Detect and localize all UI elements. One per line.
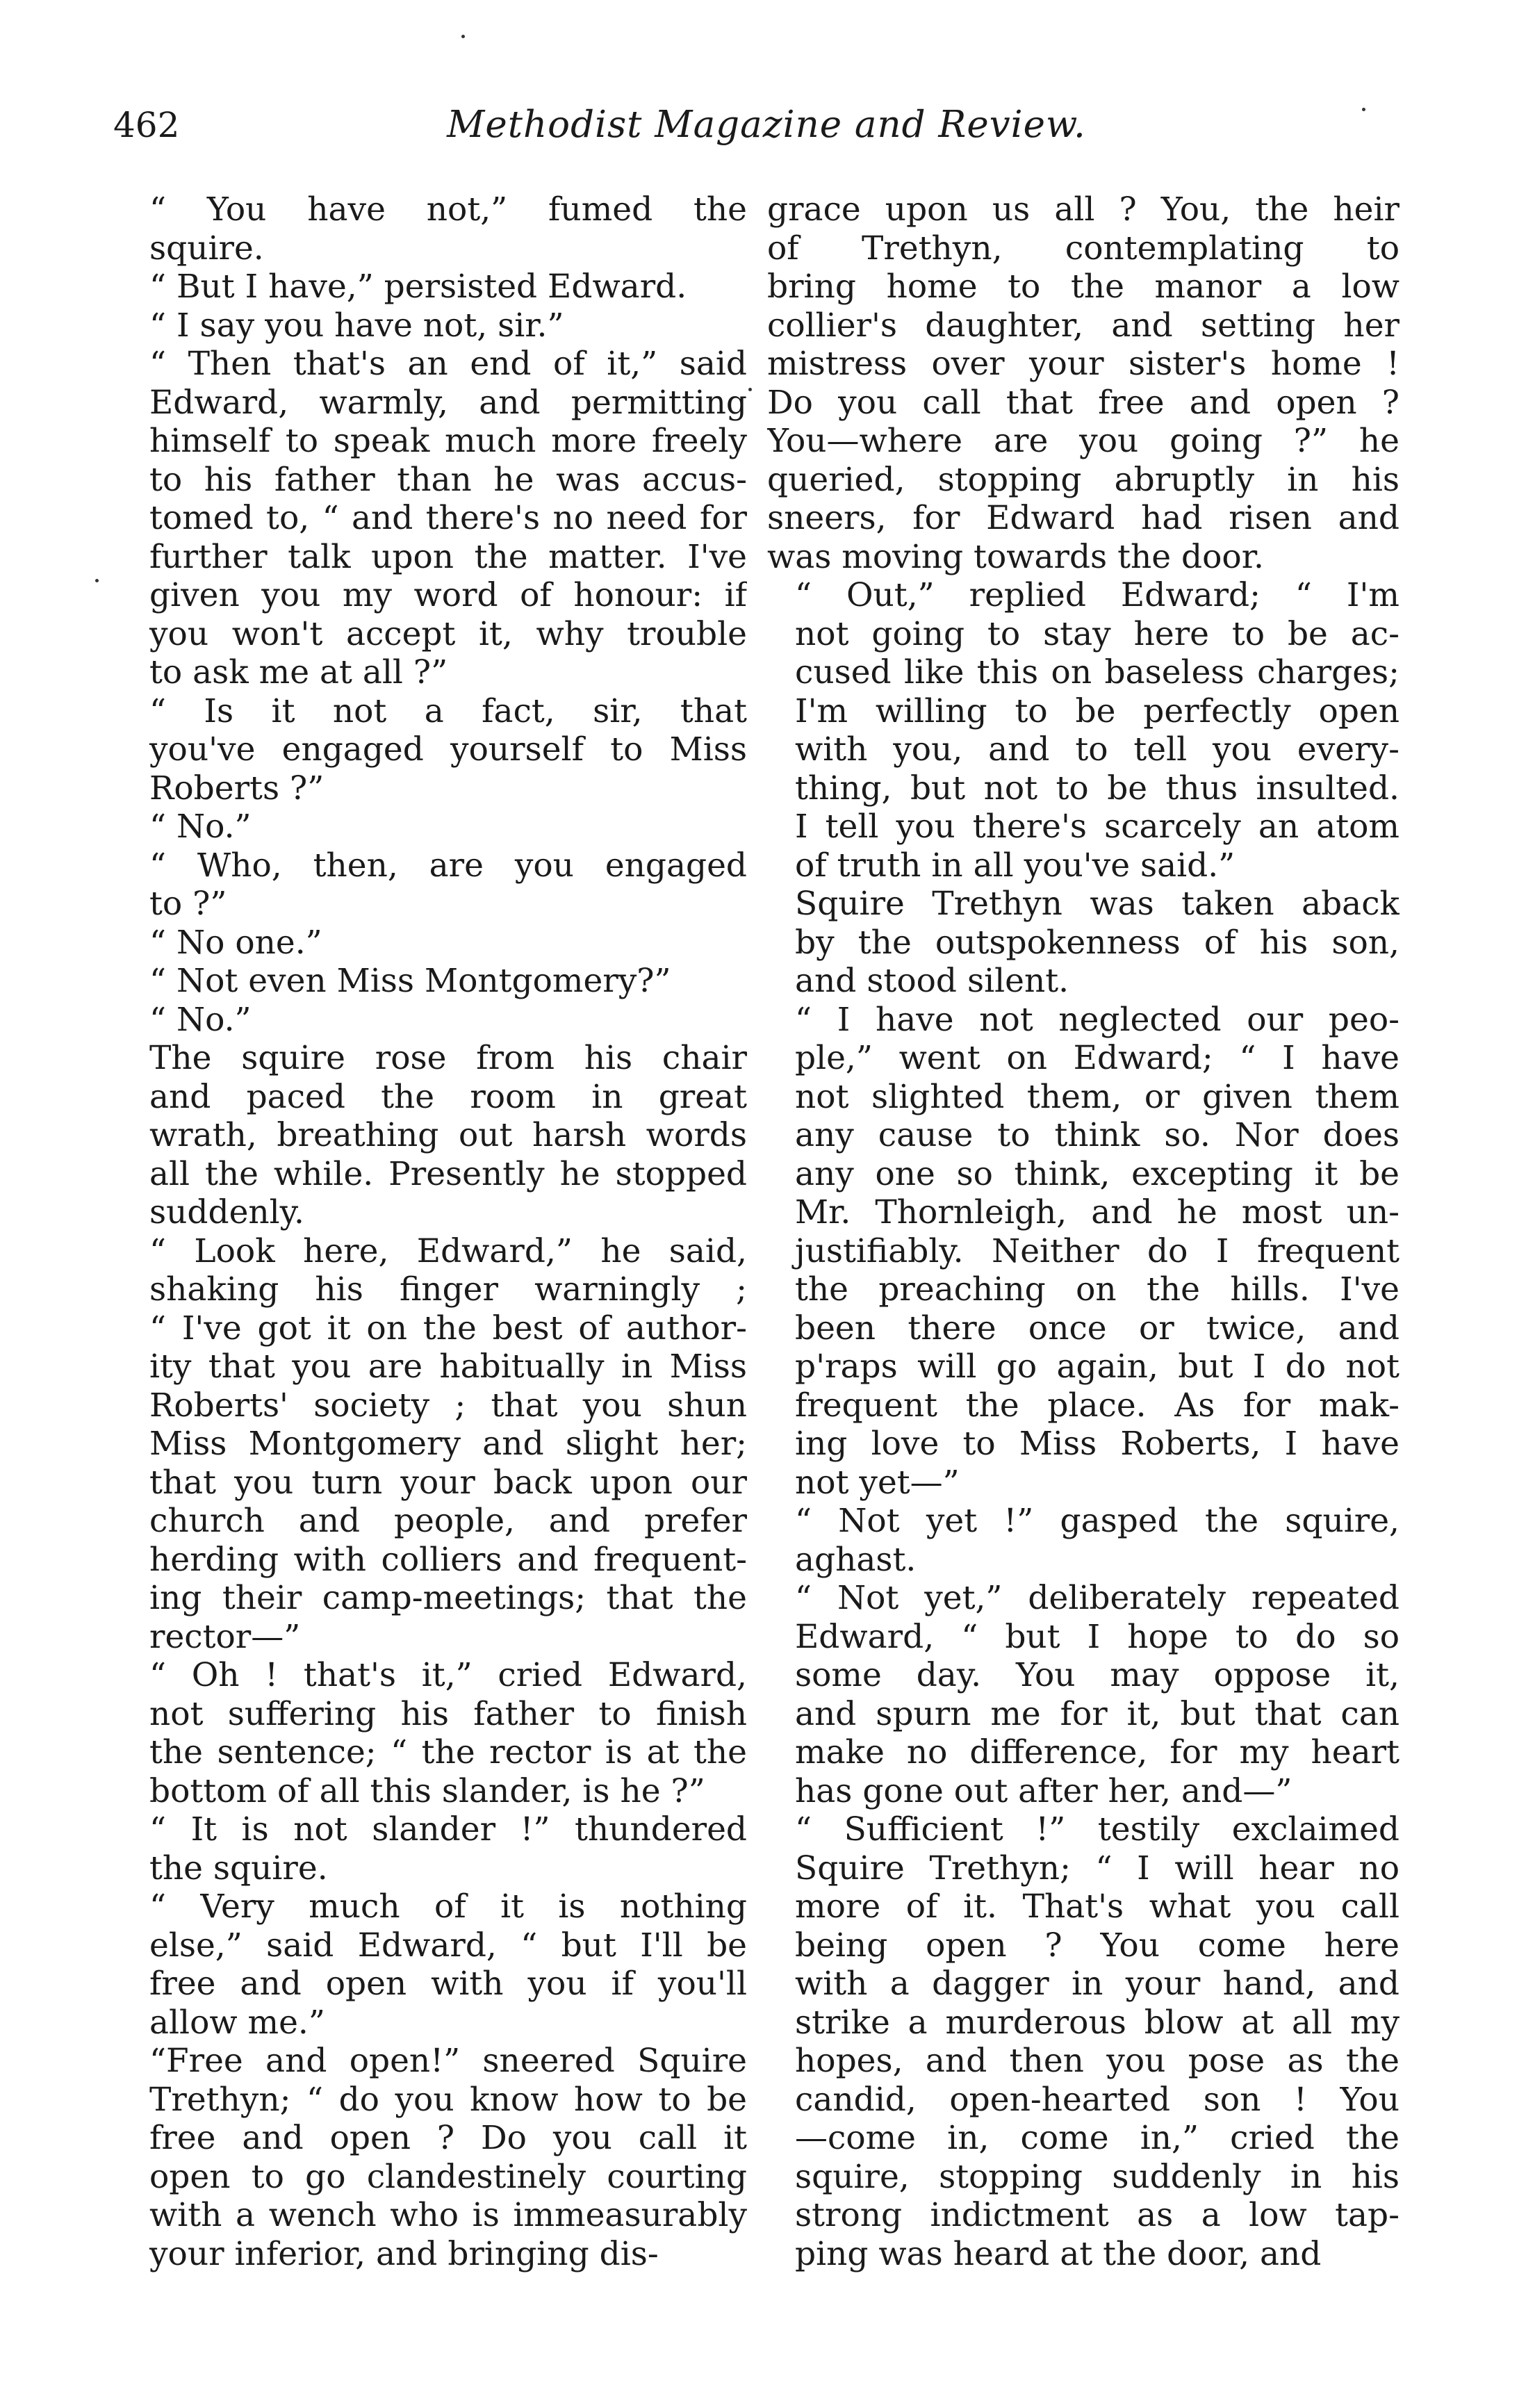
- text-line: Edward, warmly, and permitting: [149, 383, 747, 422]
- page-number: 462: [113, 105, 180, 145]
- text-line: ity that you are habitually in Miss: [149, 1348, 747, 1386]
- text-line: with a dagger in your hand, and: [795, 1965, 1399, 2003]
- left-text-column: [122, 190, 747, 2400]
- text-line: grace upon us all ? You, the heir: [767, 190, 1399, 229]
- paragraph: [122, 1039, 747, 1232]
- text-line: was moving towards the door.: [767, 537, 1264, 576]
- paragraph: [122, 1887, 747, 2042]
- text-line: ple,” went on Edward; “ I have: [795, 1039, 1399, 1077]
- paragraph: [767, 885, 1399, 1001]
- text-line: “ Is it not a fact, sir, that: [149, 691, 747, 730]
- text-line: and paced the room in great: [149, 1077, 747, 1116]
- right-text-column: [767, 190, 1399, 2400]
- paragraph: [122, 962, 747, 1001]
- text-line: “ Very much of it is nothing: [149, 1887, 747, 1926]
- text-line: the squire.: [149, 1849, 328, 1887]
- text-line: “ Not yet !” gasped the squire,: [795, 1502, 1399, 1540]
- text-line: I tell you there's scarcely an atom: [795, 808, 1399, 846]
- paragraph: [767, 1810, 1399, 2273]
- text-line: “ You have not,” fumed the: [149, 190, 747, 229]
- text-line: “ No.”: [149, 1000, 252, 1039]
- text-line: allow me.”: [149, 2003, 325, 2042]
- text-line: suddenly.: [149, 1193, 304, 1231]
- text-line: given you my word of honour: if: [149, 576, 747, 614]
- text-line: free and open ? Do you call it: [149, 2119, 747, 2157]
- text-line: “ Not yet,” deliberately repeated: [795, 1579, 1399, 1617]
- text-line: and stood silent.: [795, 962, 1069, 1000]
- text-line: any one so think, excepting it be: [795, 1154, 1399, 1193]
- text-line: strike a murderous blow at all my: [795, 2003, 1399, 2042]
- text-line: Squire Trethyn was taken aback: [795, 885, 1399, 923]
- text-line: strong indictment as a low tap-: [795, 2196, 1399, 2234]
- text-line: the sentence; “ the rector is at the: [149, 1733, 747, 1771]
- print-speck: [95, 579, 99, 582]
- text-line: Squire Trethyn; “ I will hear no: [795, 1849, 1399, 1887]
- text-line: himself to speak much more freely: [149, 422, 747, 460]
- text-line: frequent the place. As for mak-: [795, 1386, 1399, 1425]
- text-line: has gone out after her, and—”: [795, 1771, 1292, 1810]
- text-line: been there once or twice, and: [795, 1309, 1399, 1348]
- text-line: “ No.”: [149, 808, 252, 846]
- text-line: the preaching on the hills. I've: [795, 1270, 1399, 1309]
- text-line: not yet—”: [795, 1463, 960, 1502]
- text-line: “ I've got it on the best of author-: [149, 1309, 747, 1348]
- text-line: “ I say you have not, sir.”: [149, 306, 564, 345]
- text-line: not suffering his father to finish: [149, 1694, 747, 1733]
- text-line: sneers, for Edward had risen and: [767, 499, 1399, 537]
- paragraph: [122, 1656, 747, 1810]
- print-speck: [461, 35, 465, 38]
- paragraph: [767, 1502, 1399, 1579]
- paragraph: [122, 846, 747, 924]
- print-speck: [748, 388, 752, 391]
- text-line: your inferior, and bringing dis-: [149, 2234, 659, 2273]
- text-line: all the while. Presently he stopped: [149, 1154, 747, 1193]
- text-line: to his father than he was accus-: [149, 460, 747, 499]
- paragraph: [122, 924, 747, 963]
- text-line: ping was heard at the door, and: [795, 2234, 1322, 2273]
- text-line: “Free and open!” sneered Squire: [149, 2042, 747, 2080]
- text-line: rector—”: [149, 1617, 301, 1656]
- text-line: some day. You may oppose it,: [795, 1656, 1399, 1694]
- paragraph: [767, 1001, 1399, 1502]
- text-line: aghast.: [795, 1540, 917, 1579]
- text-line: Mr. Thornleigh, and he most un-: [795, 1193, 1399, 1231]
- text-line: that you turn your back upon our: [149, 1463, 747, 1502]
- text-line: squire.: [149, 229, 264, 268]
- paragraph: [122, 1232, 747, 1657]
- text-line: Trethyn; “ do you know how to be: [149, 2080, 747, 2119]
- text-line: Roberts' society ; that you shun: [149, 1386, 747, 1425]
- text-line: with you, and to tell you every-: [795, 730, 1399, 769]
- text-line: any cause to think so. Nor does: [795, 1116, 1399, 1154]
- text-line: hopes, and then you pose as the: [795, 2042, 1399, 2080]
- text-line: tomed to, “ and there's no need for: [149, 499, 747, 537]
- paragraph: [122, 268, 747, 306]
- text-line: Do you call that free and open ?: [767, 383, 1399, 422]
- text-line: of truth in all you've said.”: [795, 846, 1236, 885]
- text-line: to ?”: [149, 885, 227, 923]
- text-line: “ No one.”: [149, 923, 322, 962]
- text-line: and spurn me for it, but that can: [795, 1694, 1399, 1733]
- text-line: you won't accept it, why trouble: [149, 614, 747, 653]
- text-line: justifiably. Neither do I frequent: [795, 1231, 1399, 1270]
- paragraph: [122, 1001, 747, 1040]
- text-line: else,” said Edward, “ but I'll be: [149, 1926, 747, 1965]
- text-line: open to go clandestinely courting: [149, 2157, 747, 2196]
- text-line: candid, open-hearted son ! You: [795, 2080, 1399, 2119]
- text-line: Roberts ?”: [149, 769, 325, 808]
- text-line: make no difference, for my heart: [795, 1733, 1399, 1771]
- text-line: squire, stopping suddenly in his: [795, 2157, 1399, 2196]
- text-line: mistress over your sister's home !: [767, 345, 1399, 383]
- paragraph: [122, 2042, 747, 2273]
- paragraph: [122, 808, 747, 846]
- text-line: p'raps will go again, but I do not: [795, 1348, 1399, 1386]
- text-line: shaking his finger warningly ;: [149, 1270, 747, 1309]
- text-line: by the outspokenness of his son,: [795, 923, 1399, 962]
- text-line: ing their camp-meetings; that the: [149, 1579, 747, 1617]
- paragraph: [122, 306, 747, 345]
- text-line: more of it. That's what you call: [795, 1887, 1399, 1926]
- text-line: Edward, “ but I hope to do so: [795, 1617, 1399, 1656]
- print-speck: [1362, 108, 1365, 111]
- text-line: thing, but not to be thus insulted.: [795, 769, 1399, 808]
- paragraph: [767, 1579, 1399, 1810]
- text-line: “ I have not neglected our peo-: [795, 1000, 1399, 1039]
- paragraph: [767, 190, 1399, 576]
- text-line: not slighted them, or given them: [795, 1077, 1399, 1116]
- text-line: “ Out,” replied Edward; “ I'm: [795, 576, 1399, 614]
- text-line: free and open with you if you'll: [149, 1965, 747, 2003]
- paragraph: [767, 576, 1399, 885]
- text-line: I'm willing to be perfectly open: [795, 691, 1399, 730]
- text-line: ing love to Miss Roberts, I have: [795, 1425, 1399, 1463]
- text-line: collier's daughter, and setting her: [767, 306, 1399, 345]
- text-line: “ Sufficient !” testily exclaimed: [795, 1810, 1399, 1849]
- text-line: “ Look here, Edward,” he said,: [149, 1231, 747, 1270]
- text-line: further talk upon the matter. I've: [149, 537, 747, 576]
- text-line: bring home to the manor a low: [767, 268, 1399, 306]
- text-line: being open ? You come here: [795, 1926, 1399, 1965]
- text-line: you've engaged yourself to Miss: [149, 730, 747, 769]
- text-line: “ Who, then, are you engaged: [149, 846, 747, 885]
- paragraph: [122, 692, 747, 808]
- text-line: “ Then that's an end of it,” said: [149, 345, 747, 383]
- text-line: cused like this on baseless charges;: [795, 653, 1399, 691]
- text-line: “ Not even Miss Montgomery?”: [149, 962, 671, 1000]
- text-line: church and people, and prefer: [149, 1502, 747, 1540]
- paragraph: [122, 190, 747, 268]
- text-line: herding with colliers and frequent-: [149, 1540, 747, 1579]
- text-line: “ But I have,” persisted Edward.: [149, 268, 687, 306]
- running-title: Methodist Magazine and Review.: [447, 104, 1086, 146]
- paragraph: [122, 1810, 747, 1887]
- text-line: bottom of all this slander, is he ?”: [149, 1771, 705, 1810]
- text-line: The squire rose from his chair: [149, 1039, 747, 1077]
- text-line: with a wench who is immeasurably: [149, 2196, 747, 2234]
- text-line: “ It is not slander !” thundered: [149, 1810, 747, 1849]
- text-line: Miss Montgomery and slight her;: [149, 1425, 747, 1463]
- text-line: “ Oh ! that's it,” cried Edward,: [149, 1656, 747, 1694]
- text-line: of Trethyn, contemplating to: [767, 229, 1399, 268]
- text-line: queried, stopping abruptly in his: [767, 460, 1399, 499]
- paragraph: [122, 345, 747, 692]
- text-line: wrath, breathing out harsh words: [149, 1116, 747, 1154]
- page-header: [113, 104, 1420, 160]
- text-line: not going to stay here to be ac-: [795, 614, 1399, 653]
- text-line: —come in, come in,” cried the: [795, 2119, 1399, 2157]
- text-line: You—where are you going ?” he: [767, 422, 1399, 460]
- text-line: to ask me at all ?”: [149, 653, 448, 691]
